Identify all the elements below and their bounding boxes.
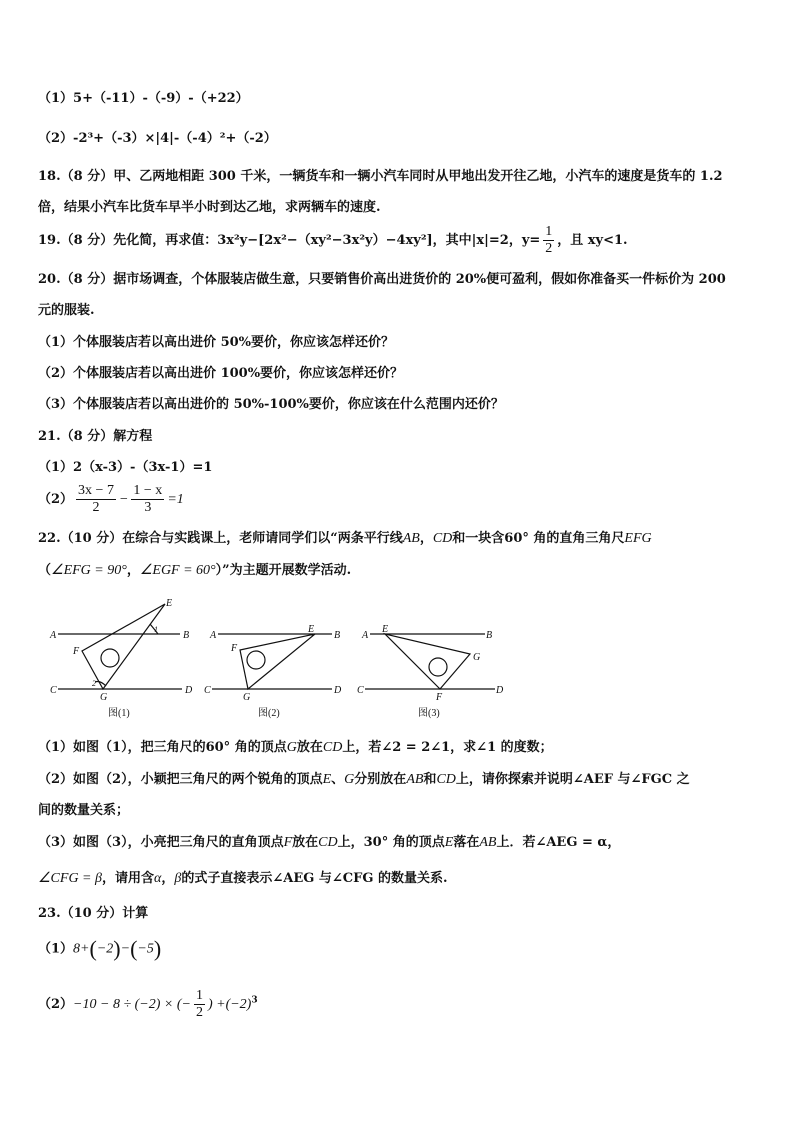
- math: −10 − 8 ÷ (−2) × (−: [73, 997, 191, 1012]
- paren: (: [130, 936, 138, 961]
- math: F: [283, 835, 293, 850]
- paren: (: [89, 936, 97, 961]
- triangle-hole: [429, 658, 447, 676]
- triangle-hole: [101, 649, 119, 667]
- label-G: G: [100, 692, 108, 703]
- problem-22-part-3-line-2: [38, 870, 448, 888]
- problem-21-part-2: [38, 483, 184, 516]
- text: 和: [423, 772, 437, 787]
- math-ab: AB: [402, 531, 420, 546]
- math-angle-efg: ∠EFG = 90°: [51, 563, 127, 578]
- problem-20-part-2: （2）个体服装店若以高出进价 100%要价，你应该怎样还价？: [38, 366, 404, 381]
- problem-22-part-1: [38, 739, 553, 757]
- text: 的式子直接表示∠AEG 与∠CFG 的数量关系.: [181, 871, 448, 886]
- part-label: （1）: [38, 941, 74, 957]
- label-C: C: [50, 685, 57, 696]
- text: 放在: [292, 835, 319, 850]
- problem-20-part-3: （3）个体服装店若以高出进价的 50%-100%要价，你应该在什么范围内还价？: [38, 397, 504, 412]
- label-A: A: [210, 630, 217, 641]
- problem-21-part-1: （1）2（x-3）-（3x-1）=1: [38, 460, 213, 475]
- triangle-efg: [385, 634, 470, 689]
- math: −2: [96, 941, 114, 957]
- label-angle-1: 1: [154, 625, 158, 634]
- label-F: F: [436, 692, 443, 703]
- text: ，: [419, 531, 433, 546]
- math-efg: EFG: [624, 531, 652, 546]
- part-label: （2）: [38, 997, 74, 1012]
- problem-22-line-1: [38, 530, 652, 548]
- text: 和一块含60° 角的直角三角尺: [452, 531, 625, 546]
- math: AB: [406, 772, 424, 787]
- label-C: C: [204, 685, 211, 696]
- math: CD: [436, 772, 456, 787]
- fraction-half: [194, 988, 205, 1021]
- problem-23-part-2: [38, 988, 258, 1021]
- math: E: [322, 772, 332, 787]
- label-E: E: [382, 624, 389, 635]
- problem-18-line-1: 18.（8 分）甲、乙两地相距 300 千米，一辆货车和一辆小汽车同时从甲地出发开往乙地，小汽车的速度是货车的 1.2: [38, 169, 723, 184]
- triangle-efg: [240, 634, 315, 689]
- label-B: B: [183, 630, 190, 641]
- math-alpha: α: [154, 871, 162, 886]
- paren: ): [113, 936, 121, 961]
- label-D: D: [185, 685, 193, 696]
- math: 8+: [73, 941, 90, 957]
- problem-20-line-1: 20.（8 分）据市场调查，个体服装店做生意，只要销售价高出进货价的 20%便可盈利，假如你准备买一件标价为 200: [38, 272, 726, 287]
- text: （1）如图（1），把三角尺的60° 角的顶点: [38, 740, 287, 755]
- caption-figure-1: 图(1): [108, 708, 130, 719]
- problem-22-part-3-line-1: [38, 834, 620, 852]
- math: −5: [137, 941, 154, 957]
- fraction-numerator: 1 − x: [133, 483, 163, 498]
- fraction-denominator: 3: [144, 500, 152, 515]
- label-B: B: [486, 630, 493, 641]
- math: E: [444, 835, 454, 850]
- problem-23-part-1: [38, 936, 162, 961]
- math: CD: [322, 740, 343, 755]
- fraction-denominator: 2: [195, 1005, 203, 1020]
- problem-22-part-2-line-1: [38, 771, 690, 789]
- label-angle-2: 2: [92, 679, 96, 688]
- problem-23-header: 23.（10 分）计算: [38, 906, 149, 921]
- paren: ): [153, 936, 162, 961]
- text: 22.（10 分）在综合与实践课上，老师请同学们以“两条平行线: [38, 531, 403, 546]
- caption-figure-3: 图(3): [418, 708, 440, 719]
- math-angle-egf: ∠EGF = 60°: [139, 563, 216, 578]
- label-G: G: [243, 692, 251, 703]
- problem-17-part-1: （1）5+（-11）-（-9）-（+22）: [38, 91, 249, 106]
- math: −: [120, 941, 131, 957]
- part-label: （2）: [38, 492, 74, 507]
- math-beta: β: [174, 871, 182, 886]
- problem-22-part-2-line-2: 间的数量关系；: [38, 803, 130, 818]
- problem-19: [38, 224, 628, 257]
- fraction-y: [543, 224, 554, 257]
- text: 、: [331, 772, 345, 787]
- geometry-figures: [40, 594, 510, 724]
- triangle-hole: [247, 651, 265, 669]
- text: （3）如图（3），小亮把三角尺的直角顶点: [38, 835, 284, 850]
- fraction-1: [76, 483, 116, 516]
- problem-20-line-2: 元的服装.: [38, 303, 95, 318]
- text: ，: [161, 871, 175, 886]
- fraction-denominator: 2: [545, 241, 553, 256]
- fraction-numerator: 1: [195, 988, 203, 1003]
- math: ∠CFG = β: [38, 871, 102, 886]
- fraction-denominator: 2: [92, 500, 100, 515]
- math: G: [286, 740, 297, 755]
- fraction-numerator: 3x − 7: [78, 483, 114, 498]
- problem-21-header: 21.（8 分）解方程: [38, 429, 153, 444]
- problem-19-text: 19.（8 分）先化简，再求值：3x²y−[2x²−（xy²−3x²y）−4xy²]，其中|x|=2，y=: [38, 233, 541, 248]
- triangle-efg: [82, 604, 165, 689]
- label-B: B: [334, 630, 341, 641]
- label-A: A: [362, 630, 369, 641]
- math-cd: CD: [432, 531, 453, 546]
- math: AB: [479, 835, 497, 850]
- problem-18-line-2: 倍，结果小汽车比货车早半小时到达乙地，求两辆车的速度.: [38, 200, 381, 215]
- math: CD: [318, 835, 338, 850]
- text: 上．若∠AEG = α，: [496, 835, 621, 850]
- label-D: D: [496, 685, 504, 696]
- text: 上，请你探索并说明∠AEF 与∠FGC 之: [455, 772, 690, 787]
- label-G: G: [473, 652, 481, 663]
- problem-17-part-2: （2）-2³+（-3）×|4|-（-4）²+（-2）: [38, 131, 277, 146]
- caption-figure-2: 图(2): [258, 708, 280, 719]
- fraction-numerator: 1: [545, 224, 553, 239]
- figure-2: [212, 634, 332, 689]
- math: ) +(−2): [207, 997, 252, 1012]
- label-A: A: [50, 630, 57, 641]
- text: （2）如图（2），小颖把三角尺的两个锐角的顶点: [38, 772, 323, 787]
- text: 上，30° 角的顶点: [337, 835, 445, 850]
- text: （: [38, 563, 52, 578]
- text: 上，若∠2 = 2∠1，求∠1 的度数；: [342, 740, 553, 755]
- problem-20-part-1: （1）个体服装店若以高出进价 50%要价，你应该怎样还价？: [38, 335, 395, 350]
- text: ）”为主题开展数学活动.: [215, 563, 352, 578]
- label-D: D: [334, 685, 342, 696]
- problem-19-tail: ，且 xy<1.: [557, 233, 628, 248]
- label-E: E: [166, 598, 173, 609]
- label-F: F: [231, 643, 238, 654]
- minus-sign: −: [118, 492, 129, 507]
- text: 落在: [453, 835, 480, 850]
- problem-22-line-2: [38, 562, 351, 580]
- text: 放在: [296, 740, 323, 755]
- fraction-2: [131, 483, 164, 516]
- label-C: C: [357, 685, 364, 696]
- label-F: F: [73, 646, 80, 657]
- equation-rhs: =1: [167, 492, 184, 507]
- text: ，: [126, 563, 140, 578]
- label-E: E: [308, 624, 315, 635]
- text: ，请用含: [101, 871, 154, 886]
- text: 分别放在: [354, 772, 407, 787]
- math: G: [344, 772, 355, 787]
- exponent: 3: [251, 995, 258, 1006]
